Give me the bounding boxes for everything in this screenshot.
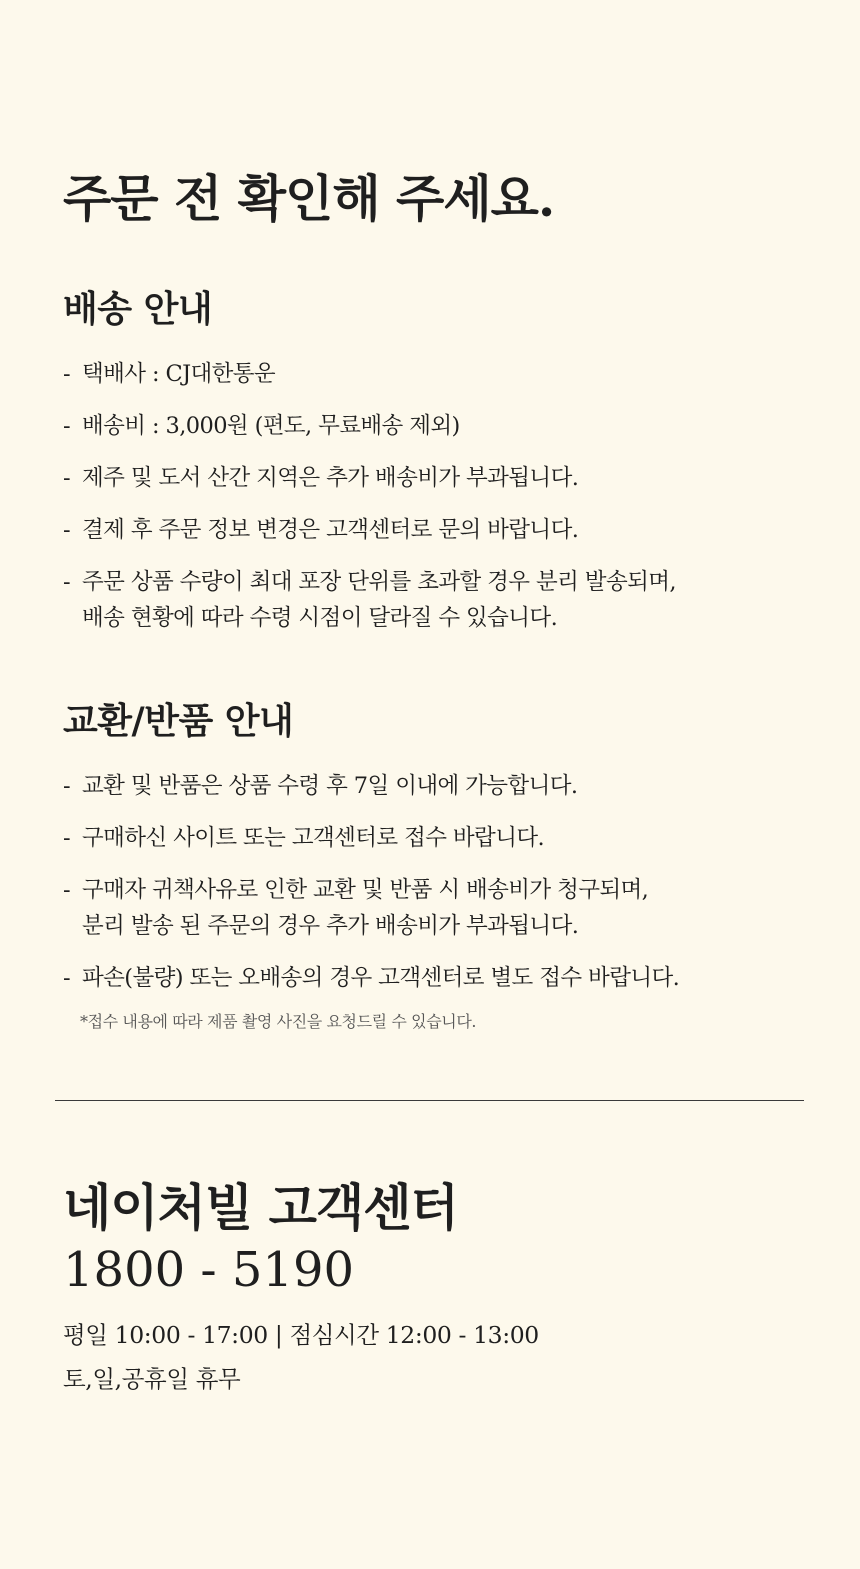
customer-center-phone: 1800 - 5190 bbox=[63, 1242, 355, 1298]
returns-item-damaged: - 파손(불량) 또는 오배송의 경우 고객센터로 별도 접수 바랍니다. bbox=[63, 960, 803, 996]
shipping-item-courier: - 택배사 : CJ대한통운 bbox=[63, 356, 803, 392]
page-title: 주문 전 확인해 주세요. bbox=[63, 169, 555, 228]
returns-item-channel: - 구매하신 사이트 또는 고객센터로 접수 바랍니다. bbox=[63, 820, 803, 856]
shipping-heading: 배송 안내 bbox=[63, 288, 213, 330]
shipping-item-fee: - 배송비 : 3,000원 (편도, 무료배송 제외) bbox=[63, 408, 803, 444]
shipping-list bbox=[63, 356, 803, 652]
returns-item-buyer-fault: - 구매자 귀책사유로 인한 교환 및 반품 시 배송비가 청구되며, 분리 발송 된 주문의 경우 추가 배송비가 부과됩니다. bbox=[63, 872, 803, 944]
returns-list bbox=[63, 768, 803, 1012]
shipping-item-split-delivery: - 주문 상품 수량이 최대 포장 단위를 초과할 경우 분리 발송되며, 배송 현황에 따라 수령 시점이 달라질 수 있습니다. bbox=[63, 564, 803, 636]
shipping-item-remote-area: - 제주 및 도서 산간 지역은 추가 배송비가 부과됩니다. bbox=[63, 460, 803, 496]
returns-item-period: - 교환 및 반품은 상품 수령 후 7일 이내에 가능합니다. bbox=[63, 768, 803, 804]
customer-center-title: 네이처빌 고객센터 bbox=[63, 1178, 458, 1237]
customer-center-closed-days: 토,일,공휴일 휴무 bbox=[63, 1365, 241, 1393]
returns-note: *접수 내용에 따라 제품 촬영 사진을 요청드릴 수 있습니다. bbox=[80, 1012, 477, 1031]
section-divider bbox=[55, 1100, 804, 1101]
shipping-item-order-change: - 결제 후 주문 정보 변경은 고객센터로 문의 바랍니다. bbox=[63, 512, 803, 548]
returns-heading: 교환/반품 안내 bbox=[63, 700, 294, 742]
customer-center-hours: 평일 10:00 - 17:00 | 점심시간 12:00 - 13:00 bbox=[63, 1321, 539, 1349]
